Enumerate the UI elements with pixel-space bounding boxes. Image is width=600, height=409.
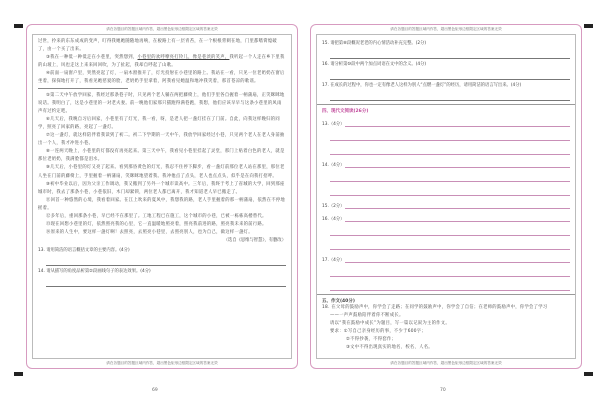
passage-paragraph: 过世，拎来的东东成成的变声，叮得我她她随随地再响，在板路上有一层青苔，在一个根根背刺在地，门里都嗜膏熄破了，由一个买了出来。 bbox=[38, 39, 278, 53]
registration-mark-bottom-right bbox=[584, 372, 593, 376]
passage-paragraph: ⑧一连两天晚上，小巷里的灯都没有再亮起来。第三天中午，我看见小巷里挂起了灵堂，那门上贴着白色的老人，就是那位老奶奶，我满脸都是泪水。 bbox=[38, 149, 285, 163]
section-divider bbox=[317, 104, 575, 105]
page-footer-note: 请在各题目的答题区域内作答，超出黑色矩形边框限定区域的答案无效 bbox=[390, 361, 502, 365]
answer-line-15[interactable] bbox=[330, 48, 570, 59]
underlined-sentence: 小巷里的欢呼嘹亮打铃儿，像是巷淡的笑声， bbox=[137, 55, 230, 61]
section-divider bbox=[317, 294, 575, 295]
question-15: 15. 请把第⑧段概况老老的内心情活动补充完整。(2分) bbox=[322, 41, 427, 46]
answer-row-16[interactable]: 16.（4分） bbox=[322, 209, 570, 222]
essay-requirement-1: 要求：①写自己亲身经历的事，不少于600字； bbox=[330, 329, 426, 335]
right-content-box bbox=[316, 34, 576, 359]
registration-mark-top-left bbox=[14, 24, 23, 28]
essay-instruction: 请以“我在鼓励中成长”为题目，写一篇以记叙为主的作文。 bbox=[330, 321, 450, 327]
left-content-box bbox=[32, 34, 292, 359]
passage-paragraph: ⑩初中毕业以后，因为父亲工作调动，我又搬到了另外一个城市读高中。三年后，我终于考上了省城的大学，回到那座城市时，我去了那条小巷，小巷依旧，木门却紧锁，两位老人都已离开，我才知道老人早已搬走了。 bbox=[38, 181, 285, 195]
answer-line[interactable] bbox=[330, 127, 570, 141]
right-answer-page bbox=[310, 24, 582, 369]
page-footer-note: 请在各题目的答题区域内作答，超出黑色矩形边框限定区域的答案无效 bbox=[106, 361, 218, 365]
question-14: 14. 请从描写的角度品析第②段画线句子的表达效果。(4分) bbox=[38, 269, 151, 275]
short-divider bbox=[38, 88, 128, 89]
question-17: 17. 在成长的过程中，你也一定有像老人这样为别人“点燃一盏灯”的经历，请用简洁的语言写出来。(4分) bbox=[322, 83, 522, 88]
answer-row-13[interactable]: 13.（4分） bbox=[322, 114, 570, 127]
answer-line[interactable] bbox=[330, 277, 570, 291]
page-header-note: 请在各题目的答题区域内作答，超出黑色矩形边框限定区域的答案无效 bbox=[106, 27, 218, 31]
section-4-title: 四、现代文阅读(26分) bbox=[322, 109, 369, 114]
answer-row-17[interactable]: 17.（4分） bbox=[322, 250, 570, 263]
answer-line-16[interactable] bbox=[330, 69, 570, 80]
answer-line[interactable] bbox=[330, 182, 570, 196]
passage-paragraph: ⑤第二天中午放学回家，我经过那条巷子时，只见两个老人躺在两把藤椅上，他们手里各自握着一柄蒲扇，正笑眯眯地说话。我明白了，这是小巷里的一对老夫妻。前一晚他们家那只猫跑得满巷跑，我想，他们应该早早与这条小巷里的风雨声有过约定吧。 bbox=[38, 92, 285, 114]
passage-paragraph: ⑫多年后，重回那条小巷，早已经不在那里了。工地工程已在施工，这个城市的小巷，已被一栋栋高楼替代。 bbox=[46, 213, 267, 219]
passage-source: （选自《思维与智慧》，有删改） bbox=[223, 238, 286, 244]
passage-paragraph: ⑬现在回想小巷里的灯，依然照亮我的心里，它一直温暖地照亮着，照亮我前进的路，照亮我未来的前行路。 bbox=[46, 222, 267, 228]
essay-prompt: 18. 在父母的鼓励声中，你学会了走路；在同学的鼓励声中，你学会了自信；在老师的鼓励声中，你学会了学习 bbox=[322, 305, 548, 310]
registration-mark-top-right bbox=[584, 24, 593, 28]
passage-paragraph: ③我在一种低一种低走在小巷里，突然想到，小巷里的欢呼嘹亮打铃儿，像是巷淡的笑声，我听起一个人走在乡下里我的山坡上，风也走这上来来回回吹，为了扯起，我却自呼起了山歌。 bbox=[38, 55, 285, 69]
question-16: 16. 请分析第⑩段中两个加点词语在文中的含义。(4分) bbox=[322, 62, 427, 67]
registration-mark-bottom-left bbox=[14, 372, 23, 376]
answer-line-14[interactable] bbox=[46, 276, 286, 287]
answer-line-17[interactable] bbox=[330, 90, 570, 101]
answer-line[interactable] bbox=[330, 263, 570, 277]
left-answer-page bbox=[26, 24, 298, 369]
essay-prompt-cont: ——一声声鼓励陪伴着你不断成长。 bbox=[330, 313, 404, 319]
passage-paragraph: ⑪回首一种悠然的心境，我看着回家。在江上吹来的夏风中，我想我的路，老人手里握着的那一柄蒲扇，依然在不停地摇着。 bbox=[38, 197, 286, 211]
section-5-title: 五、作文(40分) bbox=[322, 299, 355, 304]
passage-paragraph: ⑦这一盏灯，就这样陪伴着我读到了初二。初二下学期的一天中午，我放学回家经过小巷，只见两个老人在老人身前抽出一个人，我才冲进小巷。 bbox=[38, 133, 285, 147]
answer-row-15[interactable]: 15.（2分） bbox=[322, 196, 570, 209]
passage-paragraph: ④前面一扇窗户里，突然亮起了灯，一扇木窗推开了，灯光投射在小巷里的路上。我站在一看，只见一位老奶奶在窗后坐着，探探地打开了，我看见她慈爱的脸，老奶奶手里拿着，阿我看见她温和地冲我笑着，那首苍凉的歌谣。 bbox=[38, 71, 285, 85]
answer-row-14[interactable]: 14.（4分） bbox=[322, 155, 570, 168]
answer-line[interactable] bbox=[330, 141, 570, 155]
passage-paragraph: ⑨几天后，小巷里的灯又亮了起来。看到那昏黄色的灯光，我忍不住停下脚步，看一盏灯前那位老人站在那里，那位老人坐在门前的藤椅上，手里握着一柄蒲扇，笑眯眯地望着我。我冲他点了点头，老人也点点头，似乎是在向我打招呼。 bbox=[38, 165, 285, 179]
essay-requirement-2: ②不得抄袭，不得套作； bbox=[346, 337, 397, 343]
answer-line[interactable] bbox=[330, 222, 570, 236]
passage-paragraph: ⑭原来的人生中，要这样一盏灯啊！去照亮，去照亮小巷里，去照亮别人，也为自己，做这样一盏灯。 bbox=[46, 230, 253, 236]
essay-requirement-3: ③文中不得出现真实的地名、校名、人名。 bbox=[346, 345, 433, 351]
page-number-left: 69 bbox=[152, 388, 158, 393]
answer-line[interactable] bbox=[330, 236, 570, 250]
answer-line-13[interactable] bbox=[46, 255, 286, 266]
question-13: 13. 请用简洁的语言概括文章的主要内容。(4分) bbox=[38, 248, 130, 254]
passage-paragraph: ⑥几天后，我晚自习后回家，小巷里有了灯光，我一看，呀，是老人把一盏灯挂在了门前。自此，向我这样晚归的同学，照亮了回家的路，亮起了一盏灯。 bbox=[38, 116, 280, 130]
page-header-note: 请在各题目的答题区域内作答，超出黑色矩形边框限定区域的答案无效 bbox=[390, 27, 502, 31]
page-number-right: 70 bbox=[440, 388, 446, 393]
answer-line[interactable] bbox=[330, 168, 570, 182]
